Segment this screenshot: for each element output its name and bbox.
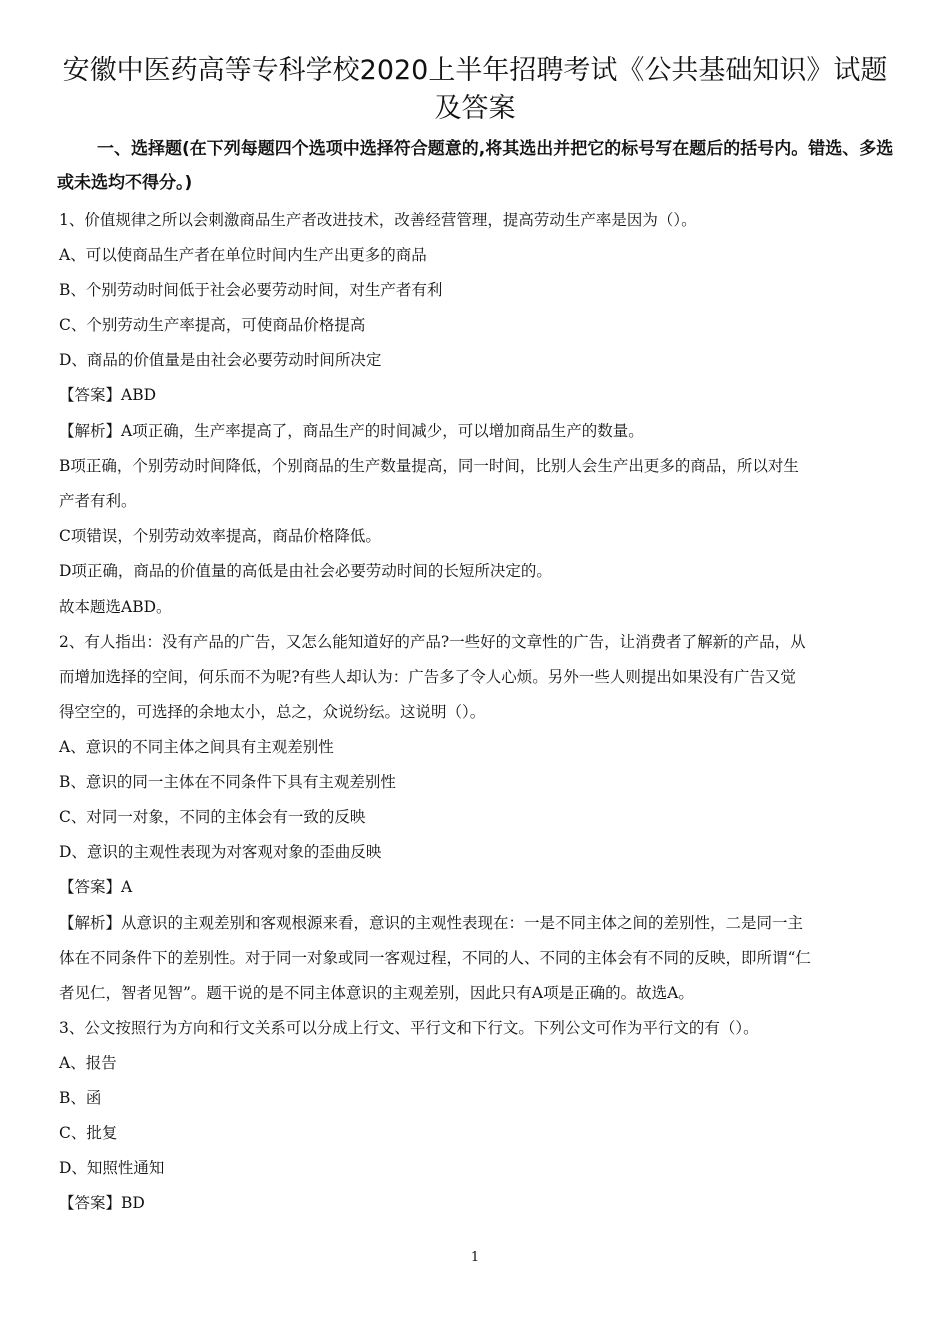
question-1-option-c: C、个别劳动生产率提高，可使商品价格提高 [59, 316, 366, 334]
question-3-answer: 【答案】BD [59, 1194, 145, 1212]
question-3-stem: 3、公文按照行为方向和行文关系可以分成上行文、平行文和下行文。下列公文可作为平行文的有（）。 [59, 1019, 759, 1037]
question-2-option-b: B、意识的同一主体在不同条件下具有主观差别性 [59, 773, 396, 791]
question-1-analysis: 产者有利。 [59, 492, 137, 510]
question-2-analysis: 体在不同条件下的差别性。对于同一对象或同一客观过程，不同的人、不同的主体会有不同的反映，即所谓“仁 [59, 949, 811, 967]
question-1-stem: 1、价值规律之所以会刺激商品生产者改进技术，改善经营管理，提高劳动生产率是因为（）。 [59, 211, 697, 229]
question-2-analysis: 者见仁，智者见智”。题干说的是不同主体意识的主观差别，因此只有A项是正确的。故选A。 [59, 984, 694, 1002]
question-3-option-c: C、批复 [59, 1124, 118, 1142]
question-3-option-b: B、函 [59, 1089, 102, 1107]
question-1-option-d: D、商品的价值量是由社会必要劳动时间所决定 [59, 351, 382, 369]
question-1-analysis: C项错误，个别劳动效率提高，商品价格降低。 [59, 527, 381, 545]
question-3-option-a: A、报告 [59, 1054, 117, 1072]
question-1-analysis: D项正确，商品的价值量的高低是由社会必要劳动时间的长短所决定的。 [59, 562, 552, 580]
question-2-stem: 2、有人指出：没有产品的广告，又怎么能知道好的产品?一些好的文章性的广告，让消费者了解新的产品，从 [59, 633, 806, 651]
question-1-analysis: B项正确，个别劳动时间降低，个别商品的生产数量提高，同一时间，比别人会生产出更多的商品，所以对生 [59, 457, 799, 475]
question-2-option-a: A、意识的不同主体之间具有主观差别性 [59, 738, 334, 756]
question-1-option-a: A、可以使商品生产者在单位时间内生产出更多的商品 [59, 246, 427, 264]
question-1-option-b: B、个别劳动时间低于社会必要劳动时间，对生产者有利 [59, 281, 443, 299]
question-3-option-d: D、知照性通知 [59, 1159, 165, 1177]
question-2-stem: 而增加选择的空间，何乐而不为呢?有些人却认为：广告多了令人心烦。另外一些人则提出如果没有广告又觉 [59, 668, 796, 686]
question-1-analysis: 【解析】A项正确，生产率提高了，商品生产的时间减少，可以增加商品生产的数量。 [59, 422, 644, 440]
page-number: 1 [470, 1250, 480, 1265]
question-2-answer: 【答案】A [59, 878, 133, 896]
question-1-answer: 【答案】ABD [59, 386, 157, 404]
document-title: 安徽中医药高等专科学校2020上半年招聘考试《公共基础知识》试题及答案 [62, 55, 888, 124]
section-heading: 一、选择题(在下列每题四个选项中选择符合题意的,将其选出并把它的标号写在题后的括号内。错选、多选或未选均不得分。) [57, 139, 894, 193]
question-2-stem: 得空空的，可选择的余地太小，总之，众说纷纭。这说明（）。 [59, 703, 486, 721]
question-1-analysis: 故本题选ABD。 [59, 598, 172, 616]
question-2-analysis: 【解析】从意识的主观差别和客观根源来看，意识的主观性表现在：一是不同主体之间的差别性，二是同一主 [59, 914, 804, 932]
question-2-option-d: D、意识的主观性表现为对客观对象的歪曲反映 [59, 843, 382, 861]
question-2-option-c: C、对同一对象，不同的主体会有一致的反映 [59, 808, 366, 826]
